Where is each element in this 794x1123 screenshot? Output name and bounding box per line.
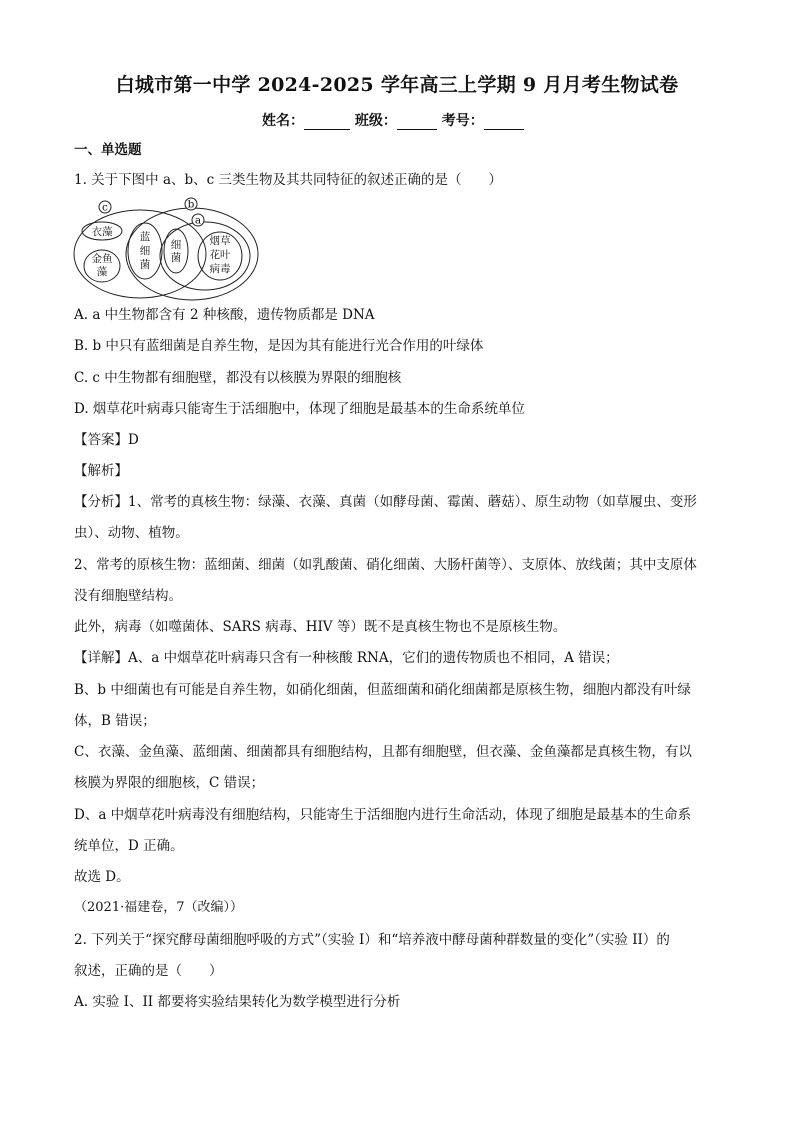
analysis-line: 此外，病毒（如噬菌体、SARS 病毒、HIV 等）既不是真核生物也不是原核生物。 <box>74 619 567 635</box>
analysis-line: 虫）、动物、植物。 <box>74 525 189 541</box>
analysis-line: 【详解】A、a 中烟草花叶病毒只含有一种核酸 RNA，它们的遗传物质也不相同，A 错误； <box>74 650 619 666</box>
analysis-line: 【分析】1、常考的真核生物：绿藻、衣藻、真菌（如酵母菌、霉菌、蘑菇）、原生动物（如草履虫、变形 <box>74 494 697 510</box>
analysis-line: 故选 D。 <box>74 869 130 885</box>
virus-label-3: 病毒 <box>209 263 231 275</box>
xijun-label-2: 菌 <box>170 252 182 264</box>
analysis-line: C、衣藻、金鱼藻、蓝细菌、细菌都具有细胞结构，且都有细胞壁，但衣藻、金鱼藻都是真核生物，有以 <box>74 744 692 760</box>
q2-option-a: A. 实验 I、II 都要将实验结果转化为数学模型进行分析 <box>74 994 401 1010</box>
q2-stem-line: 叙述，正确的是（ ） <box>74 963 223 979</box>
exam-title: 白城市第一中学 2024-2025 学年高三上学期 9 月月考生物试卷 <box>115 74 679 96</box>
q1-option-a: A. a 中生物都含有 2 种核酸，遗传物质都是 DNA <box>74 307 375 323</box>
lanxijun-label-2: 细 <box>139 245 151 257</box>
q2-stem-line: 2. 下列关于“探究酵母菌细胞呼吸的方式”（实验 I）和“培养液中酵母菌种群数量的变化”（实验 II）的 <box>74 932 670 948</box>
q1-option-c: C. c 中生物都有细胞壁，都没有以核膜为界限的细胞核 <box>74 370 402 386</box>
analysis-line: 2、常考的原核生物：蓝细菌、细菌（如乳酸菌、硝化细菌、大肠杆菌等）、支原体、放线菌；其中支原体 <box>74 557 697 573</box>
analysis-line: 体，B 错误； <box>74 713 156 729</box>
label-b: b <box>187 198 195 211</box>
yizao-label: 衣藻 <box>91 226 113 238</box>
analysis-line: 核膜为界限的细胞核，C 错误； <box>74 775 265 791</box>
student-info-row <box>262 110 524 130</box>
class-label: 班级： <box>354 113 397 129</box>
analysis-line: 没有细胞壁结构。 <box>74 588 182 604</box>
analysis-line: B、b 中细菌也有可能是自养生物，如硝化细菌，但蓝细菌和硝化细菌都是原核生物，细胞内都没有叶绿 <box>74 682 691 698</box>
q1-option-d: D. 烟草花叶病毒只能寄生于活细胞中，体现了细胞是最基本的生命系统单位 <box>74 401 525 417</box>
q1-answer: 【答案】D <box>74 432 139 448</box>
venn-diagram <box>70 196 260 306</box>
name-label: 姓名： <box>262 113 304 129</box>
label-a: a <box>194 214 202 227</box>
xijun-label-1: 细 <box>170 239 182 251</box>
lanxijun-label-3: 菌 <box>139 259 151 271</box>
name-blank[interactable] <box>304 115 350 130</box>
xijun-ellipse <box>164 229 188 273</box>
virus-label-2: 花叶 <box>209 249 231 261</box>
lanxijun-label-1: 蓝 <box>139 231 151 243</box>
virus-label-1: 烟草 <box>209 235 231 247</box>
jinyuzao-label-2: 藻 <box>96 266 108 278</box>
q1-option-b: B. b 中只有蓝细菌是自养生物，是因为其有能进行光合作用的叶绿体 <box>74 338 484 354</box>
analysis-line: D、a 中烟草花叶病毒没有细胞结构，只能寄生于活细胞内进行生命活动，体现了细胞是最基本的生命系 <box>74 807 692 823</box>
id-blank[interactable] <box>484 115 524 130</box>
jinyuzao-label-1: 金鱼 <box>91 253 113 265</box>
q2-source: （2021·福建卷，7（改编）） <box>74 900 243 915</box>
analysis-line: 统单位，D 正确。 <box>74 838 184 854</box>
class-blank[interactable] <box>397 115 437 130</box>
id-label: 考号： <box>441 113 484 129</box>
q1-analysis-heading: 【解析】 <box>74 463 128 479</box>
label-c: c <box>102 201 108 214</box>
section-heading: 一、单选题 <box>74 142 142 158</box>
q1-stem: 1. 关于下图中 a、b、c 三类生物及其共同特征的叙述正确的是（ ） <box>74 172 503 188</box>
